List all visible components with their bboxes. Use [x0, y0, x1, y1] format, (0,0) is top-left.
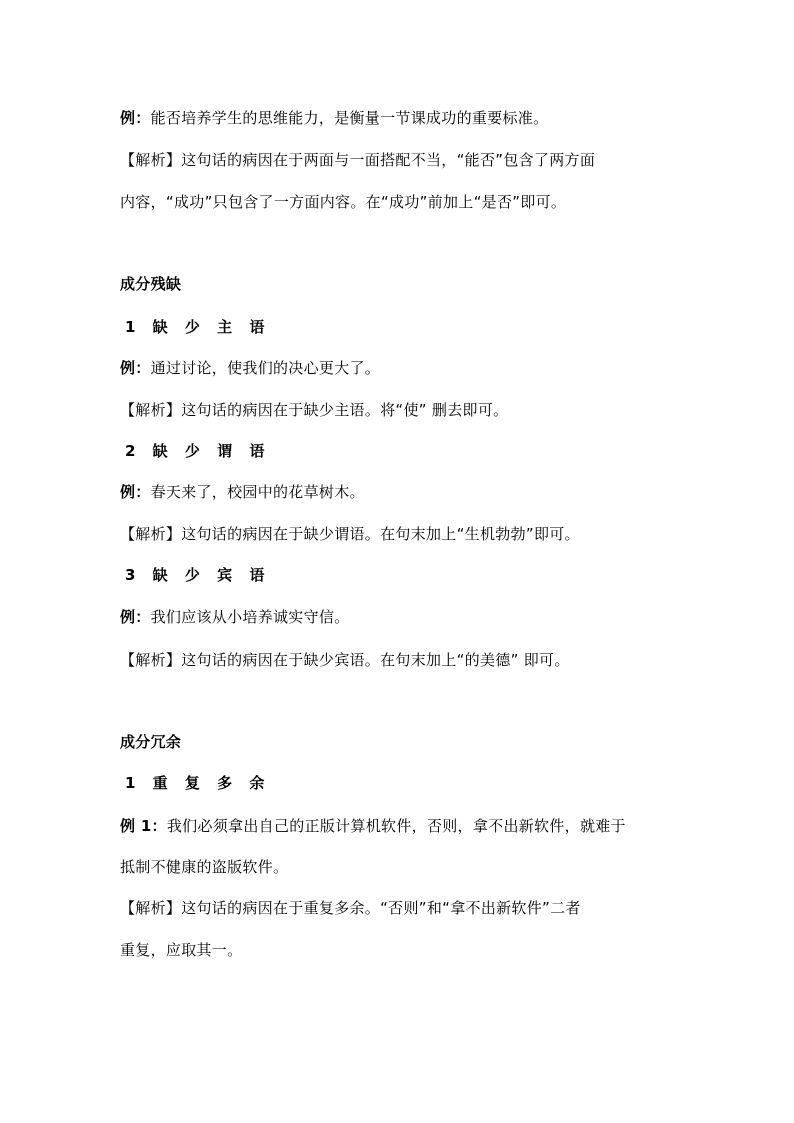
analysis-continuation: 内容，“成功”只包含了一方面内容。在“成功”前加上“是否”即可。	[120, 193, 567, 211]
analysis-label: 【解析】	[120, 401, 182, 419]
example-label: 例：	[120, 109, 151, 127]
analysis-line	[120, 400, 690, 420]
example-line	[120, 108, 690, 128]
analysis-line	[120, 898, 690, 918]
analysis-line	[120, 150, 690, 170]
example-label: 例：	[120, 359, 151, 377]
section-heading: 成分冗余	[120, 733, 182, 751]
example-continuation: 抵制不健康的盗版软件。	[120, 858, 289, 876]
subsection-heading: 3 缺 少 宾 语	[125, 566, 271, 584]
analysis-line	[120, 650, 690, 670]
example-text: 能否培养学生的思维能力，是衡量一节课成功的重要标准。	[150, 109, 549, 127]
subsection-heading: 2 缺 少 谓 语	[125, 442, 271, 460]
example-label: 例 1：	[120, 817, 167, 835]
analysis-text: 这句话的病因在于缺少主语。将“使” 删去即可。	[181, 401, 509, 419]
subsection-heading: 1 缺 少 主 语	[125, 318, 271, 336]
analysis-text: 这句话的病因在于两面与一面搭配不当，“能否”包含了两方面	[181, 151, 596, 169]
example-line	[120, 358, 690, 378]
example-text: 我们必须拿出自己的正版计算机软件，否则，拿不出新软件，就难于	[166, 817, 626, 835]
example-line	[120, 607, 690, 627]
analysis-label: 【解析】	[120, 651, 182, 669]
analysis-label: 【解析】	[120, 899, 182, 917]
example-text: 春天来了，校园中的花草树木。	[150, 483, 365, 501]
example-line	[120, 482, 690, 502]
analysis-line	[120, 524, 690, 544]
example-text: 我们应该从小培养诚实守信。	[150, 608, 350, 626]
example-label: 例：	[120, 608, 151, 626]
analysis-label: 【解析】	[120, 151, 182, 169]
analysis-text: 这句话的病因在于重复多余。“否则”和“拿不出新软件”二者	[181, 899, 581, 917]
section-heading: 成分残缺	[120, 275, 182, 293]
subsection-heading: 1 重 复 多 余	[125, 774, 271, 792]
analysis-text: 这句话的病因在于缺少宾语。在句末加上“的美德” 即可。	[181, 651, 570, 669]
analysis-label: 【解析】	[120, 525, 182, 543]
example-text: 通过讨论，使我们的决心更大了。	[150, 359, 381, 377]
example-line	[120, 816, 690, 836]
analysis-continuation: 重复，应取其一。	[120, 941, 243, 959]
example-label: 例：	[120, 483, 151, 501]
analysis-text: 这句话的病因在于缺少谓语。在句末加上“生机勃勃”即可。	[181, 525, 580, 543]
